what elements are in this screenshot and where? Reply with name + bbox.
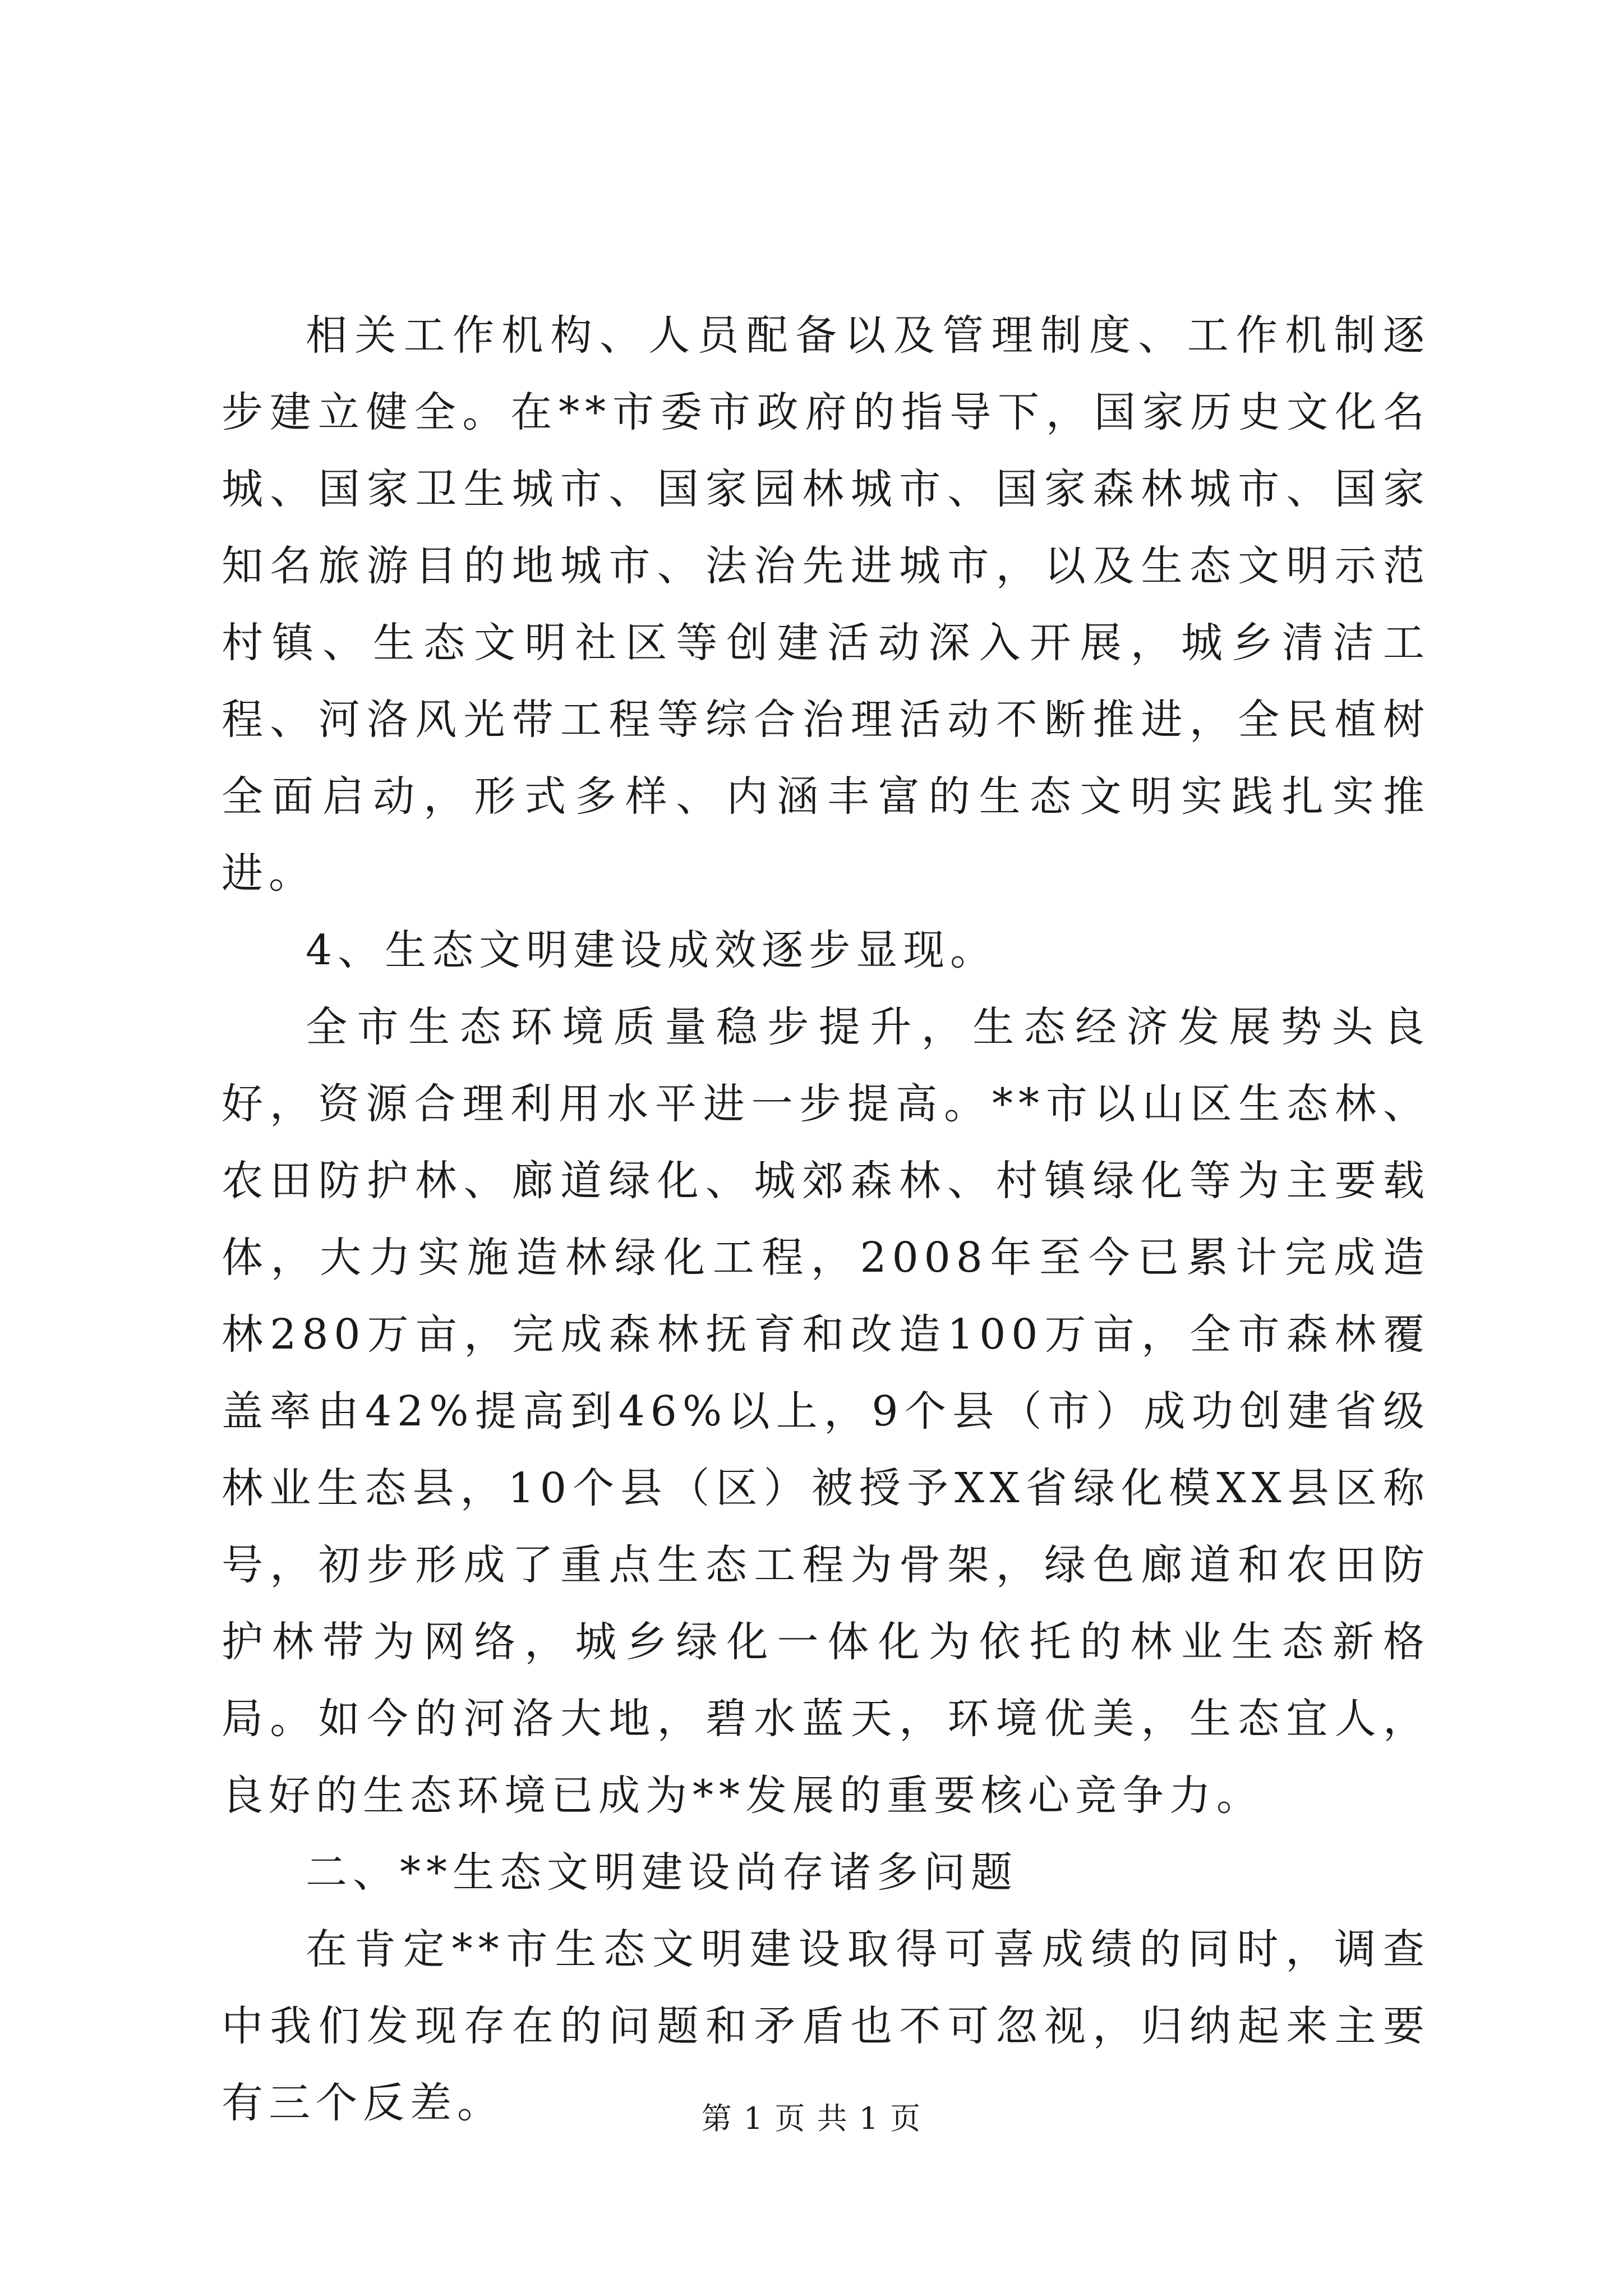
paragraph-heading-achievements: 4、生态文明建设成效逐步显现。	[306, 926, 998, 974]
page-number-label: 第 1 页 共 1 页	[701, 2101, 922, 2136]
page-footer	[0, 2099, 1623, 2138]
paragraph-organizations: 相关工作机构、人员配备以及管理制度、工作机制逐步建立健全。在**市委市政府的指导下，国家历史文化名城、国家卫生城市、国家园林城市、国家森林城市、国家知名旅游目的地城市、法治先进城市，以及生态文明示范村镇、生态文明社区等创建活动深入开展，城乡清洁工程、河洛风光带工程等综合治理活动不断推进，全民植树全面启动，形式多样、内涵丰富的生态文明实践扎实推进。	[222, 311, 1430, 898]
paragraph-ecology-results: 全市生态环境质量稳步提升，生态经济发展势头良好，资源合理利用水平进一步提高。**市以山区生态林、农田防护林、廊道绿化、城郊森林、村镇绿化等为主要载体，大力实施造林绿化工程，2008年至今已累计完成造林280万亩，完成森林抚育和改造100万亩，全市森林覆盖率由42%提高到46%以上，9个县（市）成功创建省级林业生态县，10个县（区）被授予XX省绿化模XX县区称号，初步形成了重点生态工程为骨架，绿色廊道和农田防护林带为网络，城乡绿化一体化为依托的林业生态新格局。如今的河洛大地，碧水蓝天，环境优美，生态宜人，良好的生态环境已成为**发展的重要核心竞争力。	[222, 1003, 1430, 1820]
section-heading-problems: 二、**生态文明建设尚存诸多问题	[306, 1848, 1018, 1897]
paragraph-problems-intro: 在肯定**市生态文明建设取得可喜成绩的同时，调查中我们发现存在的问题和矛盾也不可忽视，归纳起来主要有三个反差。	[222, 1925, 1430, 2127]
document-body	[222, 297, 1430, 2142]
